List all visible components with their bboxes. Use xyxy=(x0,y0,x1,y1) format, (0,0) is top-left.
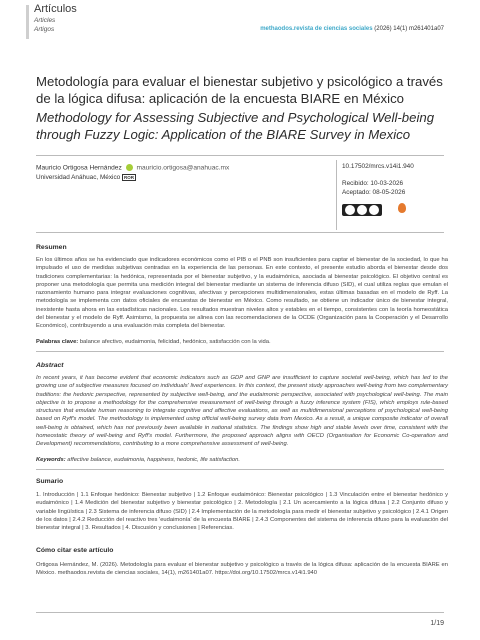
keywords-es-label: Palabras clave: xyxy=(36,339,79,345)
article-title-en: Methodology for Assessing Subjective and Psychological Well-being through Fuzzy Logic: Application of the BIARE Survey in Mexico xyxy=(36,110,435,142)
doi[interactable]: 10.17502/mrcs.v14i1.940 xyxy=(342,163,414,170)
author-affiliation-line xyxy=(36,174,136,181)
keywords-es xyxy=(36,338,448,346)
resumen-text: En los últimos años se ha evidenciado que indicadores económicos como el PIB o el PNB son insuficientes para captar el bienestar de la sociedad, lo que ha impulsado el uso de medidas subjetivas centradas en la experiencia de las personas. En este contexto, el presente estudio aborda el bienestar desde dos tradiciones complementarias: la hedónica, representada por el bienestar subjetivo, y la eudaimónica, asociada al bienestar psicológico. El objetivo central es proponer una metodología que permita una medición integral del bienestar mediante un sistema de inferencia difuso (SID), el cual utiliza reglas que emulan el razonamiento humano para integrar evaluaciones cognitivas, afectivas y percepciones multidimensionales, estas últimas basadas en el modelo de Ryff. La metodología se implementa con datos oficiales de encuestas de bienestar en México. Como resultado, se obtiene un indicador único de bienestar integral, inexistente hasta ahora en las estadísticas nacionales. Los resultados muestran niveles altos y estables en el tiempo, consistentes con la teoría homeostática del bienestar y el modelo de Ryff. Asimismo, la propuesta se alinea con las recomendaciones de la OCDE (Organización para la Cooperación y el Desarrollo Económico), contribuyendo a una evaluación más completa del bienestar. xyxy=(36,257,448,330)
open-access-icon xyxy=(398,203,406,213)
keywords-es-text: balance afectivo, eudaimonia, felicidad, hedónico, satisfacción con la vida. xyxy=(78,339,271,345)
divider xyxy=(36,232,444,233)
abstract-heading: Abstract xyxy=(36,362,64,369)
section-bar xyxy=(26,5,29,39)
section-subtitle-en: Articles xyxy=(34,17,56,24)
keywords-en xyxy=(36,456,448,464)
article-title-es: Metodología para evaluar el bienestar subjetivo y psicológico a través de la lógica difusa: aplicación de la encuesta BIARE en México xyxy=(36,74,443,106)
keywords-en-label: Keywords: xyxy=(36,457,66,463)
resumen-heading: Resumen xyxy=(36,244,67,251)
creative-commons-icon[interactable] xyxy=(342,204,382,216)
journal-citation: (2026) 14(1) m261401a07 xyxy=(372,26,444,32)
divider xyxy=(36,351,444,352)
abstract-text: In recent years, it has become evident that economic indicators such as GDP and GNP are insufficient to capture societal well-being, which has led to the growing use of subjective measures focused on individuals' lived experiences. In this context, the present study approaches well-being from two complementary traditions: the hedonic perspective, represented by subjective well-being, and the eudaimonic perspective, associated with psychological well-being. The main objective is to propose a methodology for the comprehensive measurement of well-being through a fuzzy inference system (FIS), which employs rule-based structures that emulate human reasoning to integrate cognitive and affective evaluations, as well as multidimensional perceptions of psychological well-being based on Ryff's model. The methodology is implemented using official well-being survey data from Mexico. As a result, a unique composite indicator of overall well-being is obtained, which has not previously been available in national statistics. The findings show high and stable levels over time, consistent with the homeostatic theory of well-being and Ryff's model. Furthermore, the proposed approach aligns with OECD (Organisation for Economic Co-operation and Development) recommendations, contributing to a more comprehensive assessment of well-being. xyxy=(36,375,448,448)
author-line xyxy=(36,164,229,171)
accepted-date: Aceptado: 08-05-2026 xyxy=(342,189,406,196)
section-title: Artículos xyxy=(34,3,77,15)
received-date: Recibido: 10-03-2026 xyxy=(342,180,404,187)
vertical-divider xyxy=(336,160,337,230)
page-number: 1/19 xyxy=(430,620,444,627)
orcid-icon[interactable] xyxy=(126,164,133,171)
journal-header xyxy=(260,26,444,32)
ror-icon[interactable]: ROR xyxy=(123,175,134,180)
author-name: Mauricio Ortigosa Hernández xyxy=(36,164,122,172)
cite-heading: Cómo citar este artículo xyxy=(36,547,114,554)
author-email[interactable]: mauricio.ortigosa@anahuac.mx xyxy=(136,164,230,172)
journal-name: revista de ciencias sociales xyxy=(293,26,373,32)
divider xyxy=(36,155,444,156)
affiliation: Universidad Anáhuac, México xyxy=(36,174,121,182)
divider xyxy=(36,612,444,613)
keywords-en-text: affective balance, eudaimonia, happiness, hedonic, life satisfaction. xyxy=(65,457,240,463)
sumario-heading: Sumario xyxy=(36,478,64,485)
section-subtitle-pt: Artigos xyxy=(34,26,55,33)
divider xyxy=(36,469,444,470)
journal-brand: methaodos. xyxy=(260,26,294,32)
cite-text: Ortigosa Hernández, M. (2026). Metodología para evaluar el bienestar subjetivo y psicológico a través de la lógica difusa: aplicación de la encuesta BIARE en México. methaodos.revista de ciencias sociales, 14(1), m261401a07. https://doi.org/10.17502/mrcs.v14i1.940 xyxy=(36,562,448,577)
sumario-text: 1. Introducción | 1.1 Enfoque hedónico: Bienestar subjetivo | 1.2 Enfoque eudaimónico: Bienestar psicológico | 1.3 Vinculación entre el bienestar hedónico y eudaimónico | 1.4 Medición del bienestar subjetivo y bienestar psicológico | 2. Metodología | 2.1 Un acercamiento a la lógica difusa | 2.2 Conjunto difuso y variable lingüística | 2.3 Sistema de inferencia difuso (SID) | 2.4 Implementación de la metodología para medir el bienestar subjetivo y psicológico | 2.4.1 Origen de los datos | 2.4.2 Reducción del reactivo tres 'eudaimonía' de la encuesta BIARE | 2.4.3 Componentes del sistema de inferencia difuso para la evaluación del bienestar integral | 3. Resultados | 4. Discusión y conclusiones | Referencias. xyxy=(36,492,448,532)
